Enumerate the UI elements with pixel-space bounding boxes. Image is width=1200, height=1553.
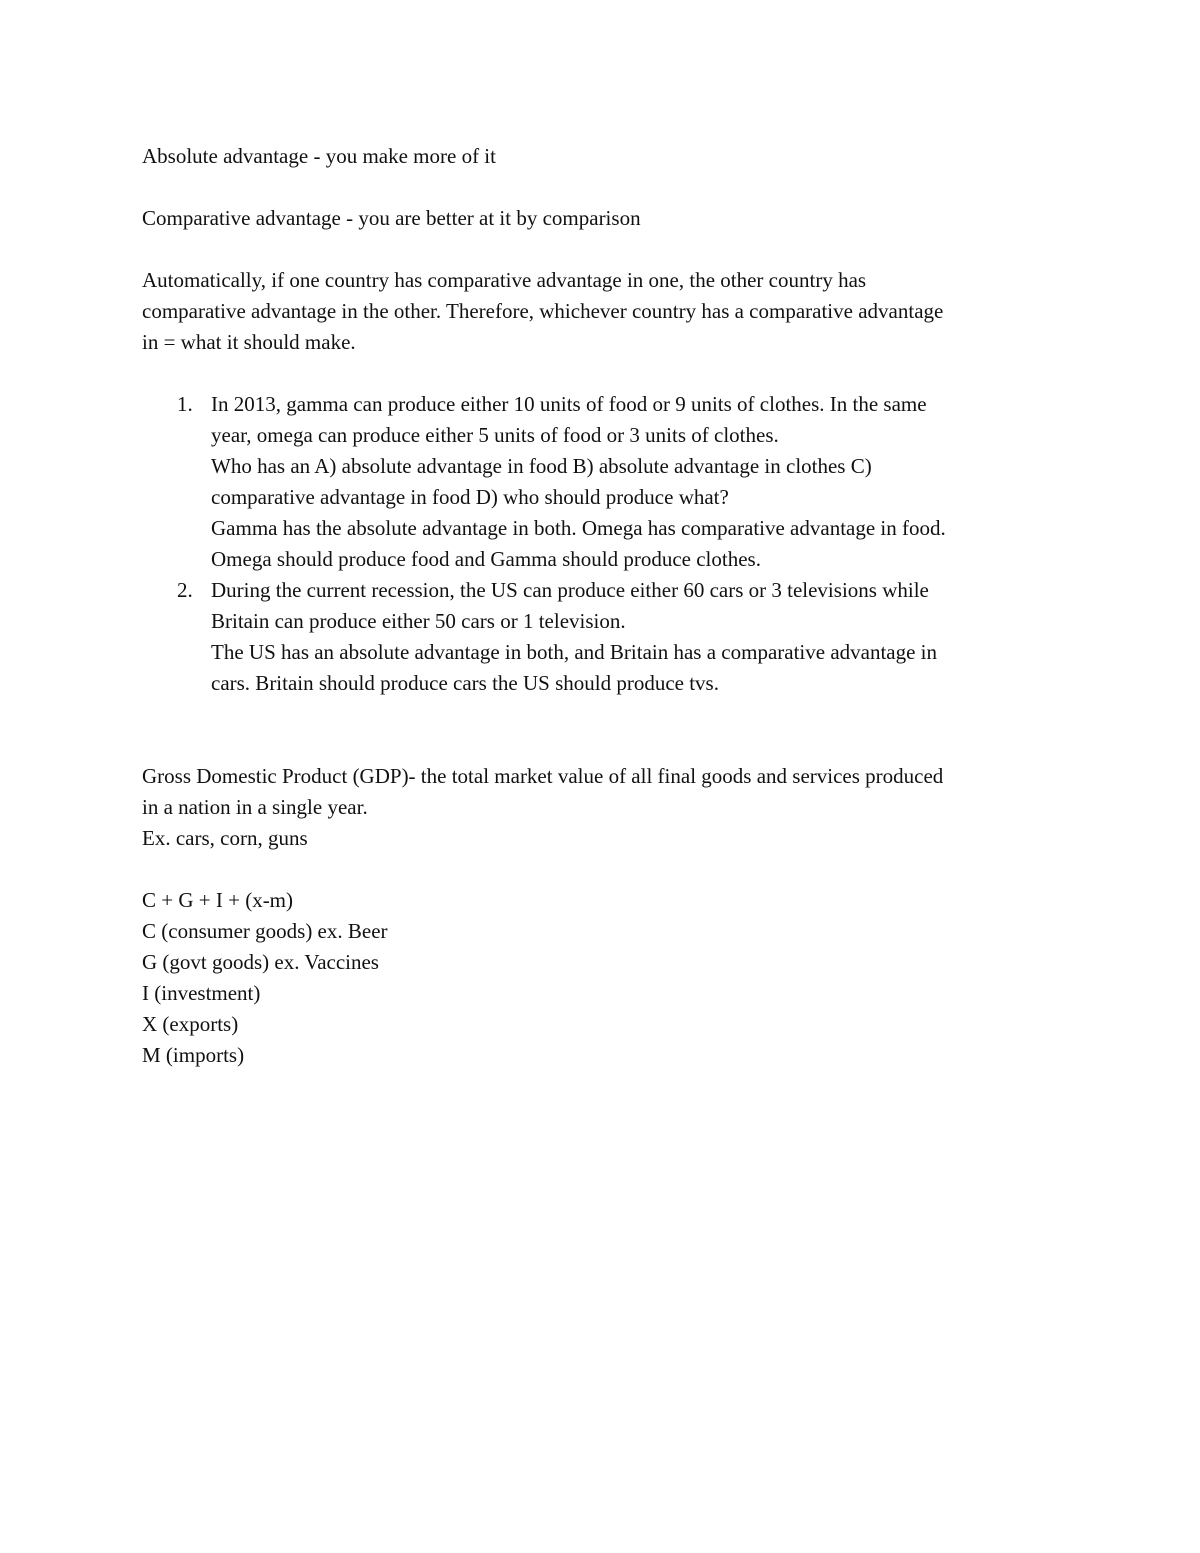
gdp-definition	[142, 761, 1052, 854]
paragraph-line: in = what it should make.	[142, 330, 356, 354]
comparative-advantage-definition: Comparative advantage - you are better at it by comparison	[142, 206, 641, 230]
formula-term: M (imports)	[142, 1043, 245, 1067]
problem-item-1	[142, 389, 1052, 575]
problem-line: Britain can produce either 50 cars or 1 television.	[211, 609, 626, 633]
formula-equation: C + G + I + (x-m)	[142, 888, 294, 912]
formula-term: X (exports)	[142, 1012, 239, 1036]
paragraph-line: comparative advantage in the other. Therefore, whichever country has a comparative advantage	[142, 299, 944, 323]
formula-term: I (investment)	[142, 981, 261, 1005]
problem-line: Who has an A) absolute advantage in food B) absolute advantage in clothes C)	[211, 454, 872, 478]
automatic-paragraph	[142, 265, 1052, 358]
answer-line: The US has an absolute advantage in both, and Britain has a comparative advantage in	[211, 640, 938, 664]
gdp-example: Ex. cars, corn, guns	[142, 826, 308, 850]
problem-line: comparative advantage in food D) who should produce what?	[211, 485, 729, 509]
gdp-formula	[142, 885, 1052, 1071]
formula-term: G (govt goods) ex. Vaccines	[142, 950, 379, 974]
answer-line: cars. Britain should produce cars the US should produce tvs.	[211, 671, 719, 695]
problem-item-2	[142, 575, 1052, 699]
gdp-line: Gross Domestic Product (GDP)- the total market value of all final goods and services produced	[142, 764, 944, 788]
problem-line: year, omega can produce either 5 units of food or 3 units of clothes.	[211, 423, 779, 447]
problem-line: In 2013, gamma can produce either 10 units of food or 9 units of clothes. In the same	[211, 392, 927, 416]
spacer	[142, 699, 1052, 761]
list-number: 2.	[177, 578, 193, 602]
answer-line: Omega should produce food and Gamma should produce clothes.	[211, 547, 761, 571]
problem-line: During the current recession, the US can produce either 60 cars or 3 televisions while	[211, 578, 929, 602]
gdp-line: in a nation in a single year.	[142, 795, 368, 819]
list-number: 1.	[177, 392, 193, 416]
answer-line: Gamma has the absolute advantage in both. Omega has comparative advantage in food.	[211, 516, 946, 540]
document-body	[142, 141, 1052, 1071]
formula-term: C (consumer goods) ex. Beer	[142, 919, 388, 943]
spacer	[142, 854, 1052, 885]
absolute-advantage-definition: Absolute advantage - you make more of it	[142, 144, 496, 168]
paragraph-line: Automatically, if one country has comparative advantage in one, the other country has	[142, 268, 867, 292]
problem-list	[142, 389, 1052, 699]
